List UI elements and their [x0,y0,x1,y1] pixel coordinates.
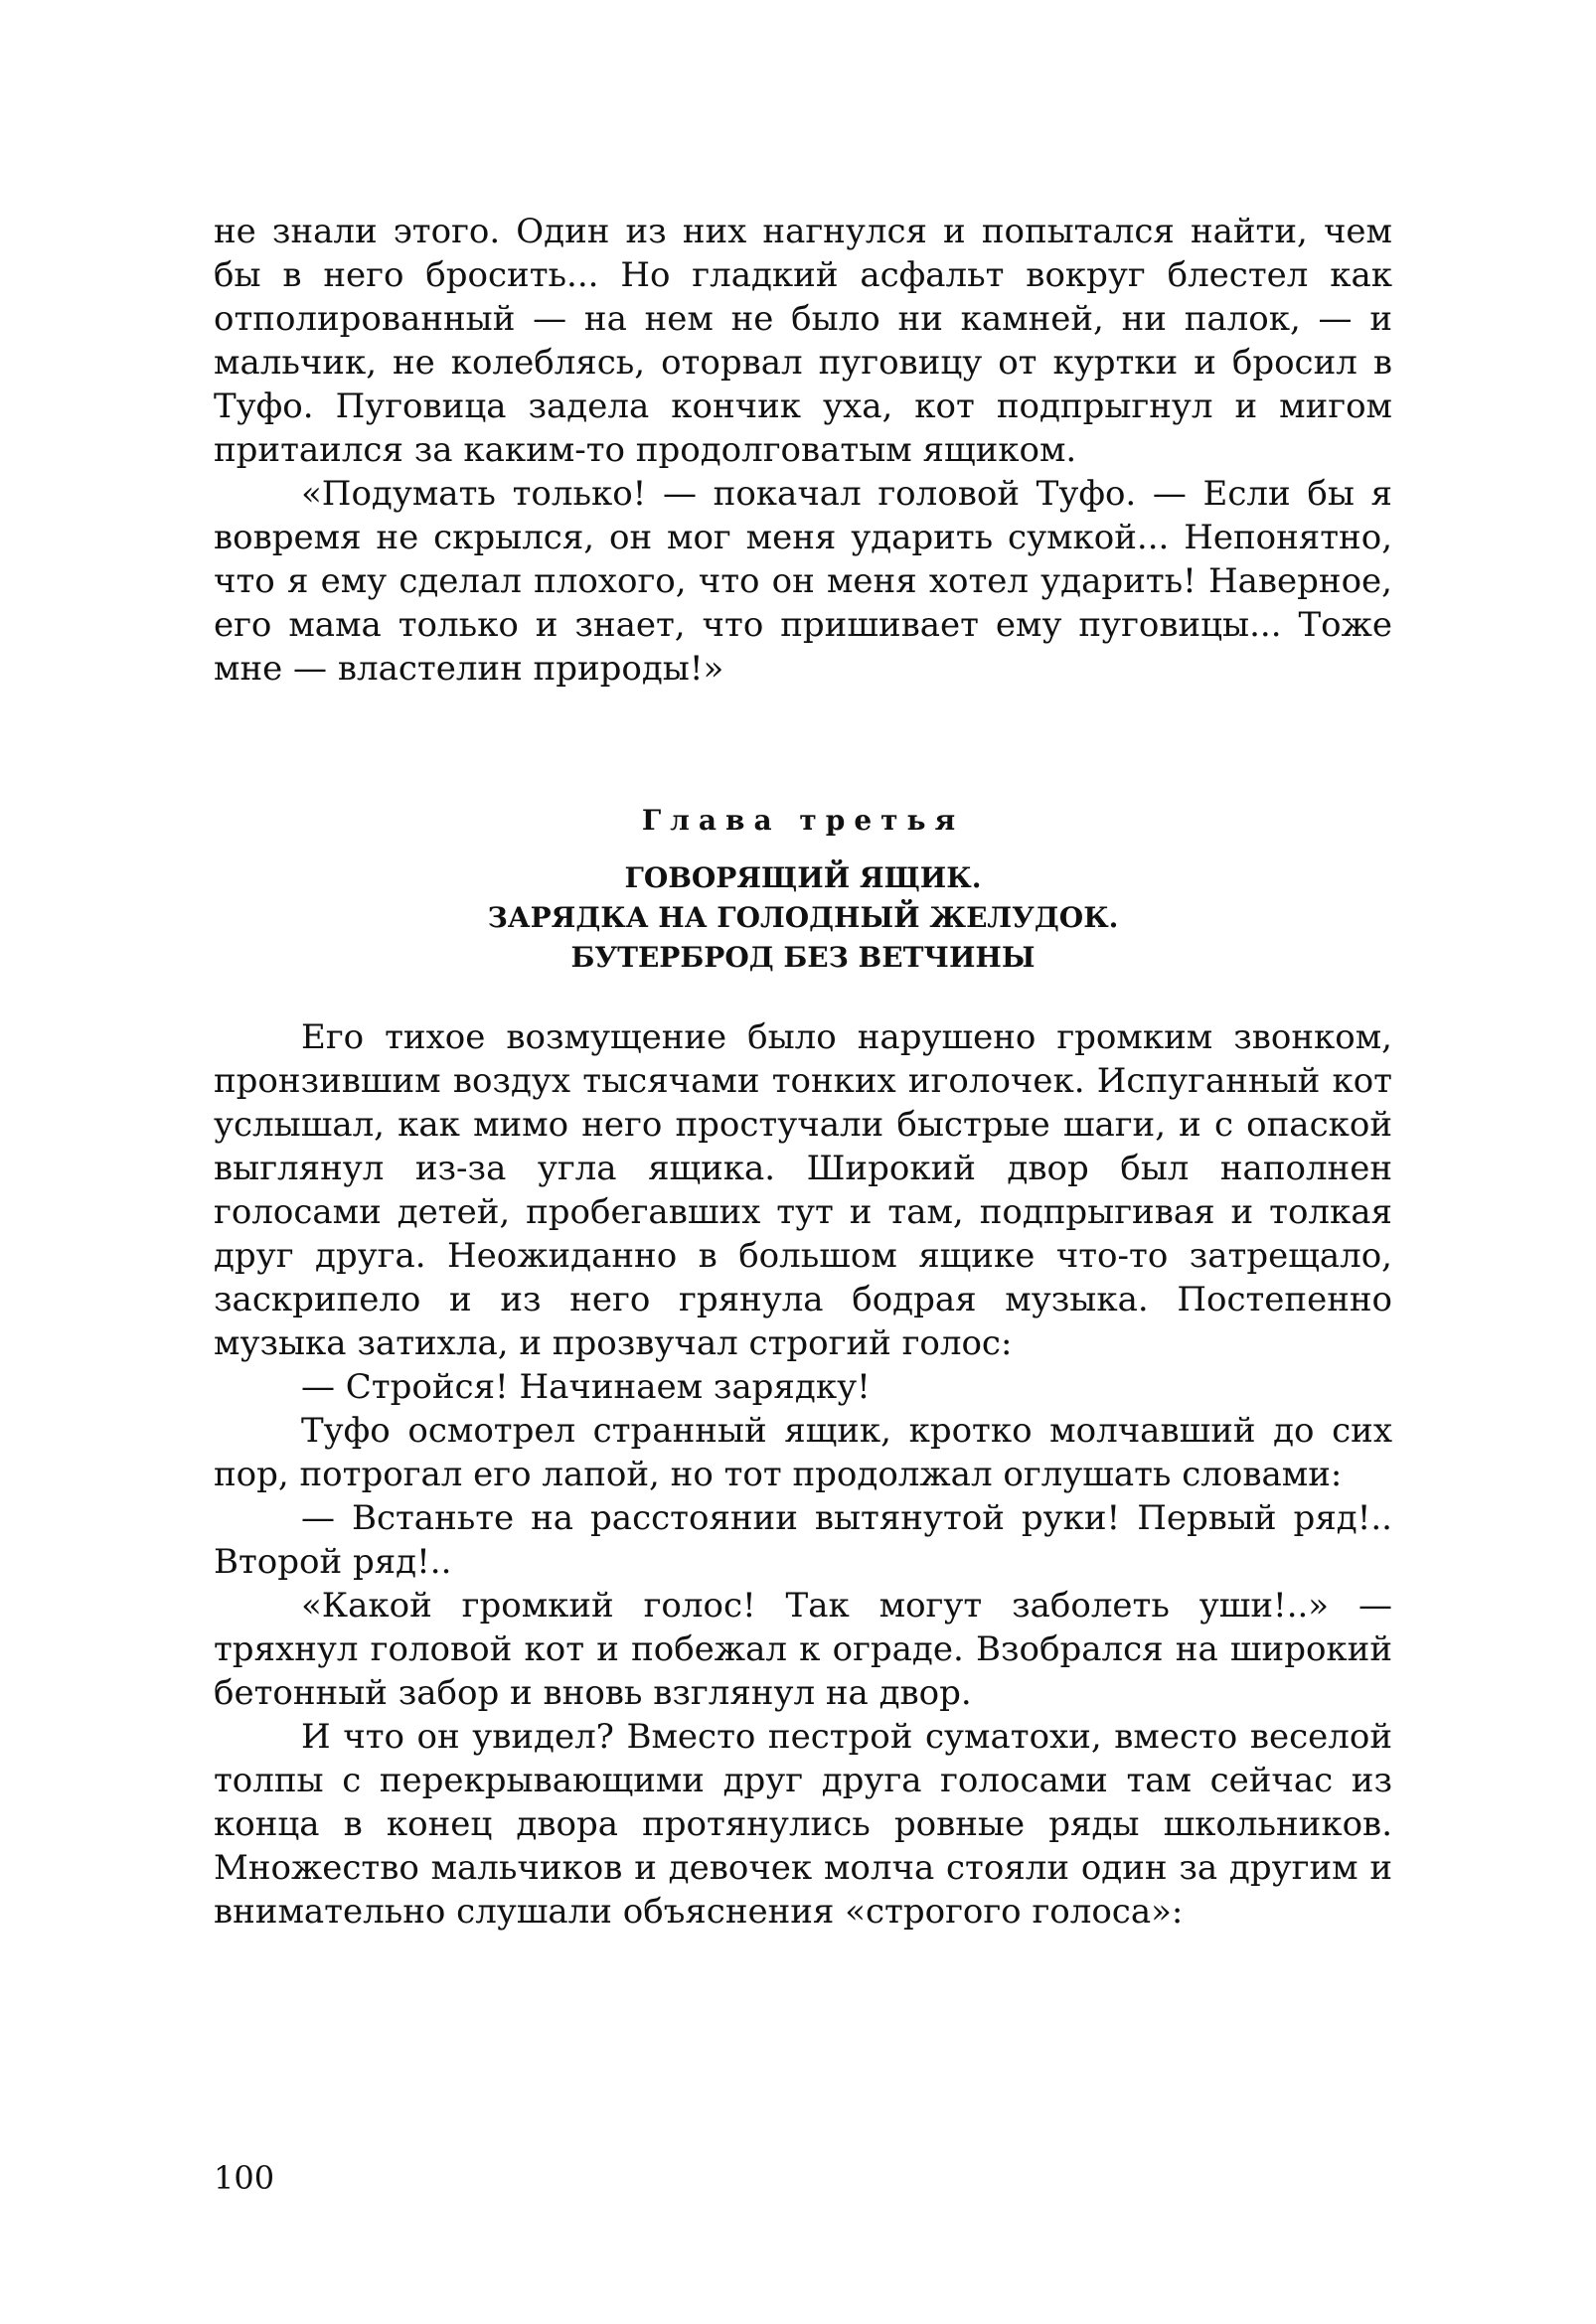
paragraph-dialogue: — Встаньте на расстоянии вытянутой руки! Первый ряд!.. Второй ряд!.. [214,1498,1392,1582]
paragraph: «Какой громкий голос! Так могут заболеть уши!..» — тряхнул головой кот и побежал к ограде. Взобрался на широкий бетонный забор и вновь взглянул на двор. [214,1586,1392,1713]
paragraph: И что он увидел? Вместо пестрой суматохи, вместо веселой толпы с перекрывающими друг друга голосами там сейчас из конца в конец двора протянулись ровные ряды школьников. Множество мальчиков и девочек молча стояли один за другим и внимательно слушали объяснения «строгого голоса»: [214,1717,1392,1932]
paragraph: Туфо осмотрел странный ящик, кротко молчавший до сих пор, потрогал его лапой, но тот продолжал оглушать словами: [214,1411,1392,1494]
paragraph-continuation: не знали этого. Один из них нагнулся и попытался найти, чем бы в него бросить... Но гладкий асфальт вокруг блестел как отполированный — на нем не было ни камней, ни палок, — и мальчик, не колеблясь, оторвал пуговицу от куртки и бросил в Туфо. Пуговица задела кончик уха, кот подпрыгнул и мигом притаился за каким-то продолговатым ящиком. [214,212,1392,470]
chapter-title [214,858,1392,978]
paragraph-tufo-thoughts: «Подумать только! — покачал головой Туфо. — Если бы я вовремя не скрылся, он мог меня ударить сумкой... Непонятно, что я ему сделал плохого, что он меня хотел ударить! Наверное, его мама только и знает, что пришивает ему пуговицы... Тоже мне — властелин природы!» [214,474,1392,689]
chapter-heading [214,801,1392,978]
page-number: 100 [214,2159,275,2197]
chapter-title-line: ГОВОРЯЩИЙ ЯЩИК. [624,861,982,894]
chapter-title-line: ЗАРЯДКА НА ГОЛОДНЫЙ ЖЕЛУДОК. [487,901,1119,934]
chapter-title-line: БУТЕРБРОД БЕЗ ВЕТЧИНЫ [570,941,1036,974]
paragraph: Его тихое возмущение было нарушено громким звонком, пронзившим воздух тысячами тонких иголочек. Испуганный кот услышал, как мимо него простучали быстрые шаги, и с опаской выглянул из-за угла ящика. Широкий двор был наполнен голосами детей, пробегавших тут и там, подпрыгивая и толкая друг друга. Неожиданно в большом ящике что-то затрещало, заскрипело и из него грянула бодрая музыка. Постепенно музыка затихла, и прозвучал строгий голос: [214,1017,1392,1363]
paragraph-dialogue: — Стройся! Начинаем зарядку! [301,1367,871,1407]
chapter-body [214,1015,1392,1934]
chapter-number: Глава третья [641,804,965,837]
top-text-block [214,210,1392,691]
